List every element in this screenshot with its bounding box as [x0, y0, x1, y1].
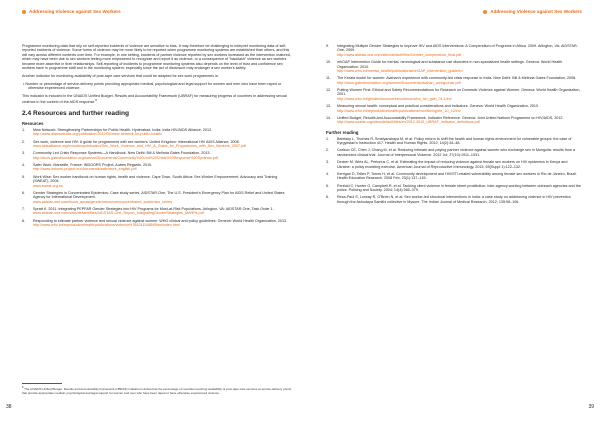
reference-link[interactable]: http://docs.gatesfoundation.org/avahan/Documents/Community%20Led%20Crisis%20Response%20Systems.pdf [33, 155, 218, 160]
reference-number: 14. [326, 115, 332, 120]
reference-number: 1. [326, 136, 330, 141]
running-header-left [22, 9, 121, 14]
reference-link[interactable]: www.aidsalliance.org/includes/publication/Sex_Work_Violence_and_HIV_A_Guide_for_Programmes_with_Sex_Workers_2007.pdf [33, 144, 247, 149]
reference-item [22, 151, 294, 160]
right-page [300, 0, 600, 424]
reference-item [326, 160, 582, 169]
reference-item [326, 195, 582, 204]
header-dot-icon [483, 10, 487, 14]
reference-text: Community Led Crisis Response Systems—A Handbook. New Delhi: Bill & Melinda Gates Foundation, 2013. [33, 151, 211, 156]
reference-item [326, 116, 582, 125]
further-reading-heading: Further reading [326, 129, 359, 135]
reference-text: Spratt K. 2011. Integrating PEPFAR Gender Strategies into HIV Programs for Most-at-Risk Populations. Arlington, VA: AIDSTAR-One, Task Order 1. [33, 207, 274, 212]
reference-text: Carlson CE, Chen J, Chang M, et al. Reducing intimate and paying partner violence against women who exchange sex in Mongolia: results from a randomized clinical trial. Journal of Interpersonal Violence. 2012 Jul; 27(10):1911–1931. [337, 148, 576, 157]
bullet-item: • Number or percentage of service-delivery points providing appropriate medical, psychological and legal support for women and men who have been raped or otherwise experienced violence. [23, 81, 282, 91]
reference-number: 12. [326, 88, 332, 93]
right-column [326, 44, 582, 207]
further-reading-list [326, 137, 582, 204]
reference-text: Responding to intimate partner violence and sexual violence against women: WHO clinical and policy guidelines. Geneva: World Health Organization, 2013. [33, 218, 288, 223]
reference-link[interactable]: http://www.who.int/mental_health/publications/mhGAP_intervention_guide/en [337, 69, 463, 74]
reference-item [326, 148, 582, 157]
reference-item [22, 219, 294, 228]
reference-text: Kerrigan D, Telles P, Torres H, et al. Community development and HIV/STI-related vulnerability among female sex workers in Rio de Janeiro, Brazil. Health Education Research. 2008 Feb; 23(1):137–145. [337, 171, 577, 181]
section-title: 2.4 Resources and further reading [22, 110, 129, 118]
reference-link[interactable]: http://www.unaids.org/sites/default/files/en/2012-2015_UBRAF_indicator_definitions.pdf [337, 120, 480, 125]
reference-item [22, 207, 294, 216]
reference-number: 4. [22, 163, 26, 167]
reference-link[interactable]: www.aidstar-one.com/focus_areas/gender/resources/concentrated_epidemics_series [33, 199, 172, 204]
reference-link[interactable]: http://www.who.int/gender/documents/violence/who_fch_gwh_01.1/en/ [337, 96, 452, 101]
reference-number: 3. [22, 151, 26, 156]
paragraph: Programme monitoring data that rely on self-reported incidents of violence are sensitive to bias. It may therefore be challenging to interpret monitoring data of self-reported incidents of violence. Some forms of violence may be more likely to be reported when programme monitoring systems are established than others, and this will vary across different contexts over time. For example, in one setting, incidents of partner violence reported by sex workers increased as the intervention matured, which may have been due to sex workers feeling more empowered to recognize and report it as violence, or a consequence of "backlash" violence as sex workers became more assertive in their relationships. Self-reporting of incidents to programme monitoring systems also depends on the level of trust and confidence sex workers have in programme staff and in the monitoring system, especially since the act of disclosure may endanger a sex worker's safety. [22, 44, 291, 71]
reference-number: 5. [22, 174, 26, 179]
page-number: 39 [588, 404, 594, 410]
page-number: 38 [6, 404, 12, 410]
reference-link[interactable]: http://www.who.int/reproductivehealth/publications/monitoring/rhr_10_12/en/ [337, 108, 461, 113]
reference-link[interactable]: www.sweat.org.za [33, 183, 63, 188]
reference-text: mhGAP Intervention Guide for mental, neurological and substance use disorders in non-specialized health settings. Geneva: World Health Organization, 2010. [337, 60, 563, 69]
reference-text: Decker M, Wirtz AL, Pretorius C, et al. Estimating the impact of reducing violence against female sex workers on HIV epidemics in Kenya and Ukraine: a policy modeling exercise. American Journal of Reproductive Immunology. 2013; 69(Suppl 1):122–132. [337, 160, 568, 169]
reference-text: Putting Women First: Ethical and Safety Recommendations for Research on Domestic Violence against Women. Geneva: World Health Organization, 2001. [337, 88, 581, 97]
reference-number: 2. [22, 139, 26, 144]
reference-item [22, 191, 294, 204]
reference-text: Penfold C, Hunter G, Campbell R, et al. Tackling client violence in female street prostitution: inter-agency working between outreach agencies and the police. Policing and Society. 2004; 14(4):365–379. [337, 183, 581, 193]
reference-number: 7. [22, 207, 26, 212]
reference-item [326, 88, 582, 101]
reference-item [326, 104, 582, 113]
resources-heading: Resources [22, 121, 44, 127]
reference-item [326, 137, 582, 146]
reference-item [326, 60, 582, 73]
running-header-right [483, 9, 582, 14]
reference-text: The Kerala model for women: Avahan's experience with community-led crisis response in India. New Delhi: Bill & Melinda Gates Foundation, 2008. [337, 76, 577, 81]
reference-text: Safer Work. Marseille, France: INDOORS Project, Autres Regards, 2010. [33, 163, 153, 167]
reference-text: Reza-Paul S, Lorway R, O'Brien N, et al. Sex worker-led structural interventions in India: a case study on addressing violence in HIV prevention through the Ashodaya Samithi collective in Mysore. The Indian Journal of Medical Research. 2012; 135:98–106. [337, 195, 571, 204]
reference-number: 11. [326, 76, 331, 81]
reference-text: Unified Budget, Results and Accountability Framework. Indicator Reference. Geneva: Joint United Nations Programme on HIV/AIDS, 2012. [337, 115, 564, 120]
reference-item [326, 172, 582, 181]
reference-item [326, 184, 582, 193]
footnote-text: The UNAIDS Unified Budget, Results and Accountability Framework (UBRAF) indicator is defined as the percentage of countries reporting availability of post-rape care services at service-delivery points that provide appropriate medical, psychological and legal support for women and men who have been raped or have otherwise experienced violence. [22, 387, 292, 395]
reference-number: 1. [22, 127, 26, 132]
footnote [22, 386, 292, 395]
reference-item [22, 128, 294, 137]
reference-number: 2. [326, 148, 330, 153]
reference-link[interactable]: http://www.indoors-project.eu/documents/saferwork_english.pdf [33, 167, 137, 172]
paragraph: This indicator is included in the UNAIDS Unified Budget, Results and Accountability Framework (UBRAF) for measuring progress of countries in addressing sexual violence in the context of the AIDS response.$^8$ [22, 94, 287, 104]
reference-text: Integrating Multiple Gender Strategies to Improve HIV and AIDS Interventions: A Compendium of Programs in Africa. 2009. Arlington, VA: AIDSTAR-One, 2009. [337, 44, 578, 53]
reference-text: Work Wise: Sex worker handbook on human rights, health and violence. Cape Town, South Africa: Sex Worker Empowerment, Advocacy and Training (SWEAT), 2004. [33, 174, 278, 184]
paragraph: Another indicator for monitoring availability of post-rape care services that could be adapted for sex work programmes is: [22, 74, 219, 79]
reference-item [22, 175, 294, 188]
reference-link[interactable]: http://www.aidstar-one.com/sites/default/files/Gender_compendium_final.pdf [337, 52, 462, 57]
reference-number: 9. [326, 44, 330, 48]
header-dot-icon [22, 10, 26, 14]
reference-text: Measuring sexual health: conceptual and practical considerations and indicators. Geneva: World Health Organization, 2010. [337, 104, 540, 109]
reference-item [22, 163, 294, 172]
reference-number: 6. [326, 195, 330, 200]
reference-link[interactable]: http://docs.gatesfoundation.org/avahan/Documents/avahan_ccresponse.pdf [337, 80, 461, 85]
reference-item [326, 76, 582, 85]
reference-number: 5. [326, 183, 330, 188]
reference-item [22, 140, 294, 149]
reference-number: 8. [22, 218, 26, 223]
reference-item [326, 44, 582, 57]
reference-link[interactable]: www.aidstar-one.com/sites/default/files/AIDSTAR-One_Report_IntegratingGenderStrategies_MARPs.pdf [33, 211, 204, 216]
resources-list [22, 128, 294, 228]
reference-number: 3. [326, 160, 330, 165]
header-title: Addressing Violence against Sex Workers [490, 9, 582, 14]
reference-number: 13. [326, 104, 332, 109]
resources-list-continued [326, 44, 582, 125]
reference-number: 4. [326, 171, 330, 176]
reference-text: Beletsky L, Thomas R, Smelyanskaya M, et al. Policy reform to shift the health and human rights environment for vulnerable groups: the case of Kyrgyzstan's Instruction 417. Health and Human Rights. 2012; 14(2):34–48. [337, 136, 572, 146]
footnote-ref: 8 [95, 98, 97, 102]
left-column [22, 44, 294, 230]
reference-number: 6. [22, 190, 26, 195]
footnote-divider [22, 383, 62, 384]
reference-link[interactable]: http://www.allianceindia.org/publication/2012/04/mew-network-for-public-health/ [33, 132, 163, 137]
reference-text: Gender Strategies in Concentrated Epidemics: Case study series. AIDSTAR-One, The U.S. President's Emergency Plan for AIDS Relief and United States Agency for International Development. [33, 190, 285, 200]
reference-number: 10. [326, 60, 332, 65]
reference-text: Sex work, violence and HIV: A guide for programmes with sex workers. United Kingdom: International HIV AIDS Alliance, 2008. [33, 139, 240, 144]
header-title: Addressing Violence against Sex Workers [29, 9, 121, 14]
footnote-mark: 8 [22, 386, 24, 389]
reference-text: Mew Network: Strengthening Partnerships for Public Health. Hyderabad, India: India HIV/AIDS Alliance, 2012. [33, 127, 213, 132]
reference-link[interactable]: http://www.who.int/reproductivehealth/publications/violence/9789241548595/en/index.html [33, 223, 180, 228]
